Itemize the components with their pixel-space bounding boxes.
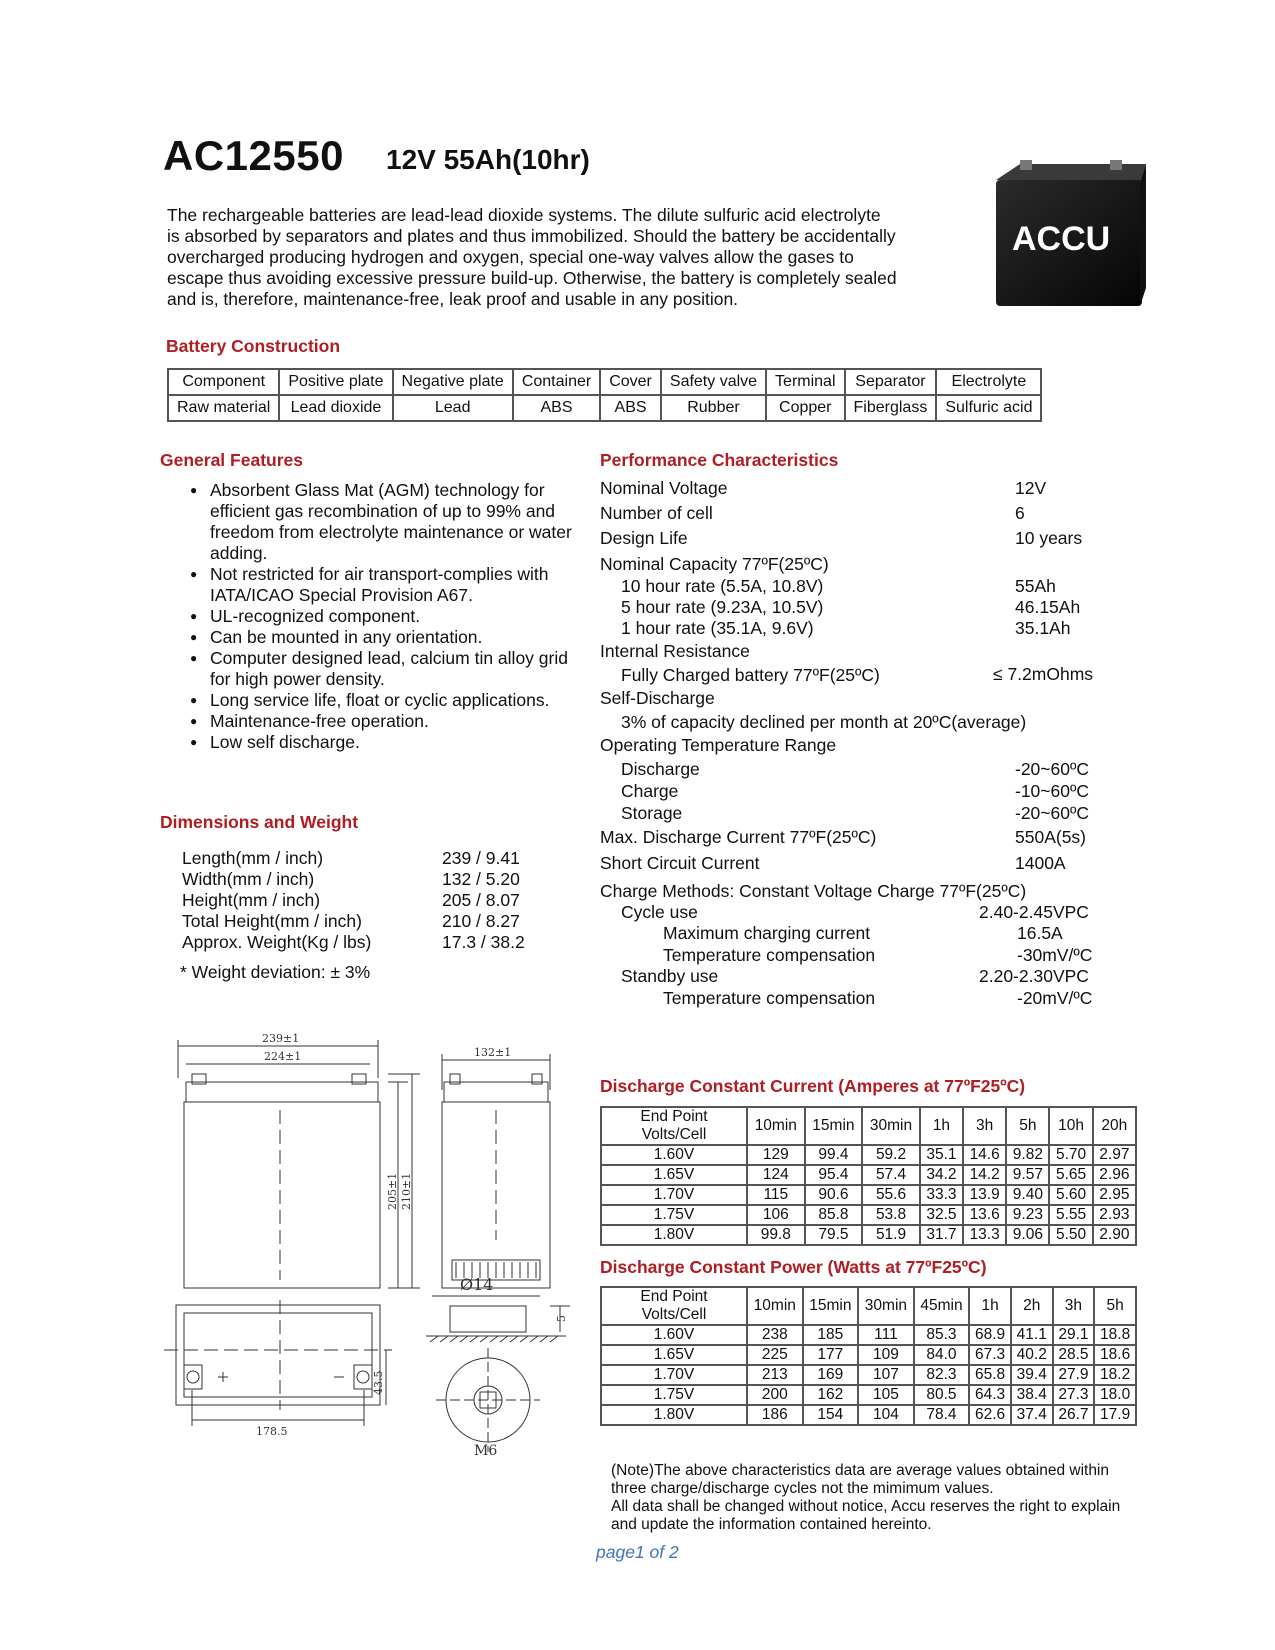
perf-value: 10 years [1015, 528, 1083, 548]
perf-value: 2.40-2.45VPC [979, 902, 1089, 922]
perf-value: -10~60ºC [1015, 781, 1090, 801]
intro-paragraph [167, 205, 967, 310]
construction-heading: Battery Construction [166, 336, 341, 356]
footnote-line: (Note)The above characteristics data are average values obtained within [611, 1462, 1109, 1479]
table-cell: ABS [513, 395, 600, 421]
column-header: 10min [747, 1107, 805, 1145]
table-cell: 18.2 [1094, 1365, 1136, 1385]
table-cell: 32.5 [920, 1205, 963, 1225]
table-cell: 9.82 [1006, 1145, 1049, 1165]
list-item: ● Computer designed lead, calcium tin alloy grid for high power density. [190, 648, 580, 690]
column-header: 10min [747, 1287, 803, 1325]
table-cell: 27.9 [1053, 1365, 1095, 1385]
perf-value: 1400A [1015, 853, 1066, 873]
features-list [190, 480, 580, 753]
table-cell: 99.4 [805, 1145, 863, 1165]
table-cell: 78.4 [914, 1405, 970, 1425]
table-cell: 124 [747, 1165, 805, 1185]
table-cell: 185 [803, 1325, 859, 1345]
model-title: AC12550 [163, 132, 344, 179]
table-cell: 35.1 [920, 1145, 963, 1165]
dimension-value: 205 / 8.07 [442, 890, 520, 910]
table-cell: Electrolyte [936, 369, 1041, 395]
table-cell: 26.7 [1053, 1405, 1095, 1425]
table-cell: 82.3 [914, 1365, 970, 1385]
perf-label: Short Circuit Current [600, 853, 760, 873]
table-cell: 9.06 [1006, 1225, 1049, 1245]
table-row [601, 1325, 1136, 1345]
performance-heading: Performance Characteristics [600, 450, 839, 470]
table-cell: 14.2 [963, 1165, 1006, 1185]
table-cell: Safety valve [661, 369, 766, 395]
table-row [601, 1225, 1136, 1245]
table-cell: 57.4 [862, 1165, 920, 1185]
perf-label: Fully Charged battery 77ºF(25ºC) [621, 665, 880, 685]
table-cell: 115 [747, 1185, 805, 1205]
table-cell: 41.1 [1011, 1325, 1053, 1345]
table-cell: Terminal [766, 369, 844, 395]
dim-height-total: 210±1 [400, 1172, 413, 1210]
features-heading: General Features [160, 450, 303, 470]
corner-cell [601, 1287, 747, 1325]
table-cell: 5.65 [1049, 1165, 1092, 1185]
table-cell: 111 [858, 1325, 914, 1345]
table-cell: 39.4 [1011, 1365, 1053, 1385]
perf-value: 2.20-2.30VPC [979, 966, 1089, 986]
corner-line: End Point [640, 1288, 708, 1305]
perf-value: 16.5A [1017, 923, 1063, 943]
column-header: 5h [1094, 1287, 1136, 1325]
table-cell: 59.2 [862, 1145, 920, 1165]
footnote-line: and update the information contained hereinto. [611, 1516, 932, 1533]
intro-line: overcharged producing hydrogen and oxygen, special one-way valves allow the gases to [167, 247, 854, 267]
table-cell: 2.90 [1093, 1225, 1136, 1245]
table-cell: 79.5 [805, 1225, 863, 1245]
dimensions-list [182, 848, 525, 953]
dim-terminal-diameter: Ø14 [460, 1275, 494, 1294]
perf-label: Charge [621, 781, 679, 801]
table-cell: 162 [803, 1385, 859, 1405]
list-item: ● Low self discharge. [190, 732, 580, 753]
table-cell: 1.75V [601, 1385, 747, 1405]
table-cell: 51.9 [862, 1225, 920, 1245]
table-cell: 31.7 [920, 1225, 963, 1245]
column-header: 15min [805, 1107, 863, 1145]
table-cell: 37.4 [1011, 1405, 1053, 1425]
table-cell: 18.6 [1094, 1345, 1136, 1365]
weight-deviation-note: * Weight deviation: ± 3% [180, 962, 371, 982]
dimension-row [182, 890, 525, 911]
column-header: 2h [1011, 1287, 1053, 1325]
table-row [168, 369, 1041, 395]
table-cell: 106 [747, 1205, 805, 1225]
dimension-value: 17.3 / 38.2 [442, 932, 525, 952]
table-cell: 84.0 [914, 1345, 970, 1365]
perf-label: Standby use [621, 966, 719, 986]
dim-bolt: M6 [474, 1443, 498, 1459]
table-cell: 18.0 [1094, 1385, 1136, 1405]
intro-line: The rechargeable batteries are lead-lead dioxide systems. The dilute sulfuric acid electrolyte [167, 205, 881, 225]
table-cell: 90.6 [805, 1185, 863, 1205]
perf-label: Max. Discharge Current 77ºF(25ºC) [600, 827, 877, 847]
table-cell: 5.50 [1049, 1225, 1092, 1245]
table-cell: 68.9 [969, 1325, 1011, 1345]
table-cell: 1.60V [601, 1145, 747, 1165]
corner-cell [601, 1107, 747, 1145]
table-cell: ABS [600, 395, 661, 421]
table-cell: 1.60V [601, 1325, 747, 1345]
corner-line: Volts/Cell [641, 1126, 707, 1143]
table-cell: 67.3 [969, 1345, 1011, 1365]
table-cell: 1.65V [601, 1165, 747, 1185]
table-cell: 169 [803, 1365, 859, 1385]
perf-label: Maximum charging current [663, 923, 871, 943]
dimension-row [182, 911, 525, 932]
intro-line: is absorbed by separators and plates and thus immobilized. Should the battery be accidentally [167, 226, 896, 246]
table-cell: 213 [747, 1365, 803, 1385]
discharge-power-table [600, 1286, 1137, 1426]
perf-value: -20~60ºC [1015, 759, 1090, 779]
dim-height-body: 205±1 [386, 1172, 399, 1210]
table-cell: 33.3 [920, 1185, 963, 1205]
perf-value: 6 [1015, 503, 1025, 523]
table-cell: 177 [803, 1345, 859, 1365]
table-cell: 18.8 [1094, 1325, 1136, 1345]
table-row [601, 1165, 1136, 1185]
table-cell: 1.65V [601, 1345, 747, 1365]
perf-label: Charge Methods: Constant Voltage Charge 77ºF(25ºC) [600, 881, 1027, 901]
footnote-line: All data shall be changed without notice, Accu reserves the right to explain [611, 1498, 1121, 1515]
battery-photo [990, 160, 1148, 308]
table-row [601, 1185, 1136, 1205]
table-cell: 200 [747, 1385, 803, 1405]
dim-front-overall: 239±1 [262, 1032, 300, 1045]
table-cell: 14.6 [963, 1145, 1006, 1165]
table-cell: 1.75V [601, 1205, 747, 1225]
dim-terminal-spacing: 178.5 [256, 1425, 288, 1438]
dimension-row [182, 932, 525, 953]
perf-label: Discharge [621, 759, 700, 779]
perf-value: ≤ 7.2mOhms [993, 664, 1094, 684]
page-number: page1 of 2 [596, 1542, 679, 1562]
perf-label: Number of cell [600, 503, 713, 523]
corner-line: End Point [640, 1108, 708, 1125]
table-cell: Negative plate [393, 369, 513, 395]
table-cell: Cover [600, 369, 661, 395]
table-cell: 29.1 [1053, 1325, 1095, 1345]
perf-label: Storage [621, 803, 683, 823]
table-cell: 2.93 [1093, 1205, 1136, 1225]
dim-terminal-height: 5 [555, 1315, 568, 1322]
table-cell: Sulfuric acid [936, 395, 1041, 421]
list-item: ● Long service life, float or cyclic applications. [190, 690, 580, 711]
dimension-label: Width(mm / inch) [182, 869, 315, 889]
table-cell: Separator [845, 369, 937, 395]
list-item: ● Absorbent Glass Mat (AGM) technology for efficient gas recombination of up to 99% and freedom from electrolyte maintenance or water adding. [190, 480, 580, 564]
dimension-label: Approx. Weight(Kg / lbs) [182, 932, 372, 952]
table-cell: 2.96 [1093, 1165, 1136, 1185]
dimension-row [182, 869, 525, 890]
perf-label: 3% of capacity declined per month at 20ºC(average) [621, 712, 1027, 732]
perf-label: Nominal Capacity 77ºF(25ºC) [600, 554, 829, 574]
table-cell: 225 [747, 1345, 803, 1365]
table-cell: 107 [858, 1365, 914, 1385]
table-cell: 5.60 [1049, 1185, 1092, 1205]
perf-label: Operating Temperature Range [600, 735, 837, 755]
table-cell: 13.3 [963, 1225, 1006, 1245]
table-cell: 1.70V [601, 1365, 747, 1385]
column-header: 45min [914, 1287, 970, 1325]
footnote-line: three charge/discharge cycles not the mimimum values. [611, 1480, 994, 1497]
table-row [601, 1205, 1136, 1225]
footnote [611, 1462, 1181, 1534]
perf-value: 46.15Ah [1015, 597, 1081, 617]
dimension-row [182, 848, 525, 869]
perf-label: 10 hour rate (5.5A, 10.8V) [621, 576, 824, 596]
perf-label: Temperature compensation [663, 945, 876, 965]
table-cell: 238 [747, 1325, 803, 1345]
table-cell: Copper [766, 395, 844, 421]
table-row [601, 1405, 1136, 1425]
table-cell: Container [513, 369, 600, 395]
table-cell: 65.8 [969, 1365, 1011, 1385]
table-cell: 2.97 [1093, 1145, 1136, 1165]
table-cell: 27.3 [1053, 1385, 1095, 1405]
construction-table [167, 368, 1042, 422]
perf-value: 12V [1015, 478, 1047, 498]
table-cell: 129 [747, 1145, 805, 1165]
battery-brand-text: ACCU [1012, 220, 1111, 258]
column-header: 30min [862, 1107, 920, 1145]
column-header: 20h [1093, 1107, 1136, 1145]
table-row [168, 395, 1041, 421]
table-header-row [601, 1287, 1136, 1325]
list-item: ● Can be mounted in any orientation. [190, 627, 580, 648]
dim-top-depth: 43.5 [372, 1370, 385, 1395]
perf-label: Internal Resistance [600, 641, 750, 661]
column-header: 5h [1006, 1107, 1049, 1145]
column-header: 3h [963, 1107, 1006, 1145]
perf-value: -20mV/ºC [1017, 988, 1093, 1008]
perf-label: Self-Discharge [600, 688, 715, 708]
discharge-power-heading: Discharge Constant Power (Watts at 77ºF25ºC) [600, 1257, 987, 1277]
table-cell: 17.9 [1094, 1405, 1136, 1425]
table-cell: 80.5 [914, 1385, 970, 1405]
table-cell: Fiberglass [845, 395, 937, 421]
table-cell: Raw material [168, 395, 279, 421]
table-cell: 105 [858, 1385, 914, 1405]
dimension-label: Total Height(mm / inch) [182, 911, 362, 931]
column-header: 10h [1049, 1107, 1092, 1145]
table-cell: 38.4 [1011, 1385, 1053, 1405]
discharge-current-table [600, 1106, 1137, 1246]
list-item: ● Not restricted for air transport-complies with IATA/ICAO Special Provision A67. [190, 564, 580, 606]
table-cell: 28.5 [1053, 1345, 1095, 1365]
table-cell: 64.3 [969, 1385, 1011, 1405]
intro-line: and is, therefore, maintenance-free, leak proof and usable in any position. [167, 289, 739, 309]
table-cell: Lead [393, 395, 513, 421]
table-cell: 1.80V [601, 1225, 747, 1245]
table-cell: 62.6 [969, 1405, 1011, 1425]
table-cell: Rubber [661, 395, 766, 421]
table-row [601, 1365, 1136, 1385]
list-item: ● Maintenance-free operation. [190, 711, 580, 732]
table-cell: 109 [858, 1345, 914, 1365]
table-cell: 154 [803, 1405, 859, 1425]
table-cell: 13.9 [963, 1185, 1006, 1205]
perf-value: 35.1Ah [1015, 618, 1071, 638]
dimension-drawing [160, 1030, 580, 1460]
dim-front-inner: 224±1 [264, 1050, 302, 1063]
table-cell: 40.2 [1011, 1345, 1053, 1365]
discharge-current-heading: Discharge Constant Current (Amperes at 77ºF25ºC) [600, 1076, 1026, 1096]
dimensions-heading: Dimensions and Weight [160, 812, 359, 832]
dimension-label: Height(mm / inch) [182, 890, 321, 910]
table-cell: 9.23 [1006, 1205, 1049, 1225]
perf-value: -30mV/ºC [1017, 945, 1093, 965]
corner-line: Volts/Cell [641, 1306, 707, 1323]
table-header-row [601, 1107, 1136, 1145]
table-cell: 85.3 [914, 1325, 970, 1345]
table-cell: 9.57 [1006, 1165, 1049, 1185]
dimension-label: Length(mm / inch) [182, 848, 324, 868]
table-row [601, 1385, 1136, 1405]
dimension-value: 132 / 5.20 [442, 869, 520, 889]
model-spec: 12V 55Ah(10hr) [386, 144, 590, 175]
table-cell: 95.4 [805, 1165, 863, 1185]
perf-value: 55Ah [1015, 576, 1056, 596]
dimension-value: 239 / 9.41 [442, 848, 520, 868]
perf-label: 1 hour rate (35.1A, 9.6V) [621, 618, 814, 638]
perf-label: 5 hour rate (9.23A, 10.5V) [621, 597, 824, 617]
table-cell: 85.8 [805, 1205, 863, 1225]
column-header: 1h [969, 1287, 1011, 1325]
table-cell: Positive plate [279, 369, 392, 395]
perf-label: Design Life [600, 528, 688, 548]
table-cell: 1.80V [601, 1405, 747, 1425]
column-header: 15min [803, 1287, 859, 1325]
intro-line: escape thus avoiding excessive pressure build-up. Otherwise, the battery is completely sealed [167, 268, 897, 288]
table-cell: 5.70 [1049, 1145, 1092, 1165]
table-cell: 1.70V [601, 1185, 747, 1205]
list-item: ● UL-recognized component. [190, 606, 580, 627]
table-cell: 13.6 [963, 1205, 1006, 1225]
table-row [601, 1345, 1136, 1365]
table-cell: 34.2 [920, 1165, 963, 1185]
table-cell: 104 [858, 1405, 914, 1425]
table-cell: 186 [747, 1405, 803, 1425]
table-cell: Lead dioxide [279, 395, 392, 421]
column-header: 1h [920, 1107, 963, 1145]
table-cell: 53.8 [862, 1205, 920, 1225]
table-cell: Component [168, 369, 279, 395]
perf-label: Nominal Voltage [600, 478, 728, 498]
table-cell: 5.55 [1049, 1205, 1092, 1225]
table-cell: 55.6 [862, 1185, 920, 1205]
perf-label: Cycle use [621, 902, 698, 922]
table-cell: 2.95 [1093, 1185, 1136, 1205]
column-header: 3h [1053, 1287, 1095, 1325]
table-row [601, 1145, 1136, 1165]
table-cell: 9.40 [1006, 1185, 1049, 1205]
dimension-value: 210 / 8.27 [442, 911, 520, 931]
column-header: 30min [858, 1287, 914, 1325]
perf-label: Temperature compensation [663, 988, 876, 1008]
perf-value: -20~60ºC [1015, 803, 1090, 823]
dim-side-width: 132±1 [474, 1046, 512, 1059]
table-cell: 99.8 [747, 1225, 805, 1245]
perf-value: 550A(5s) [1015, 827, 1087, 847]
